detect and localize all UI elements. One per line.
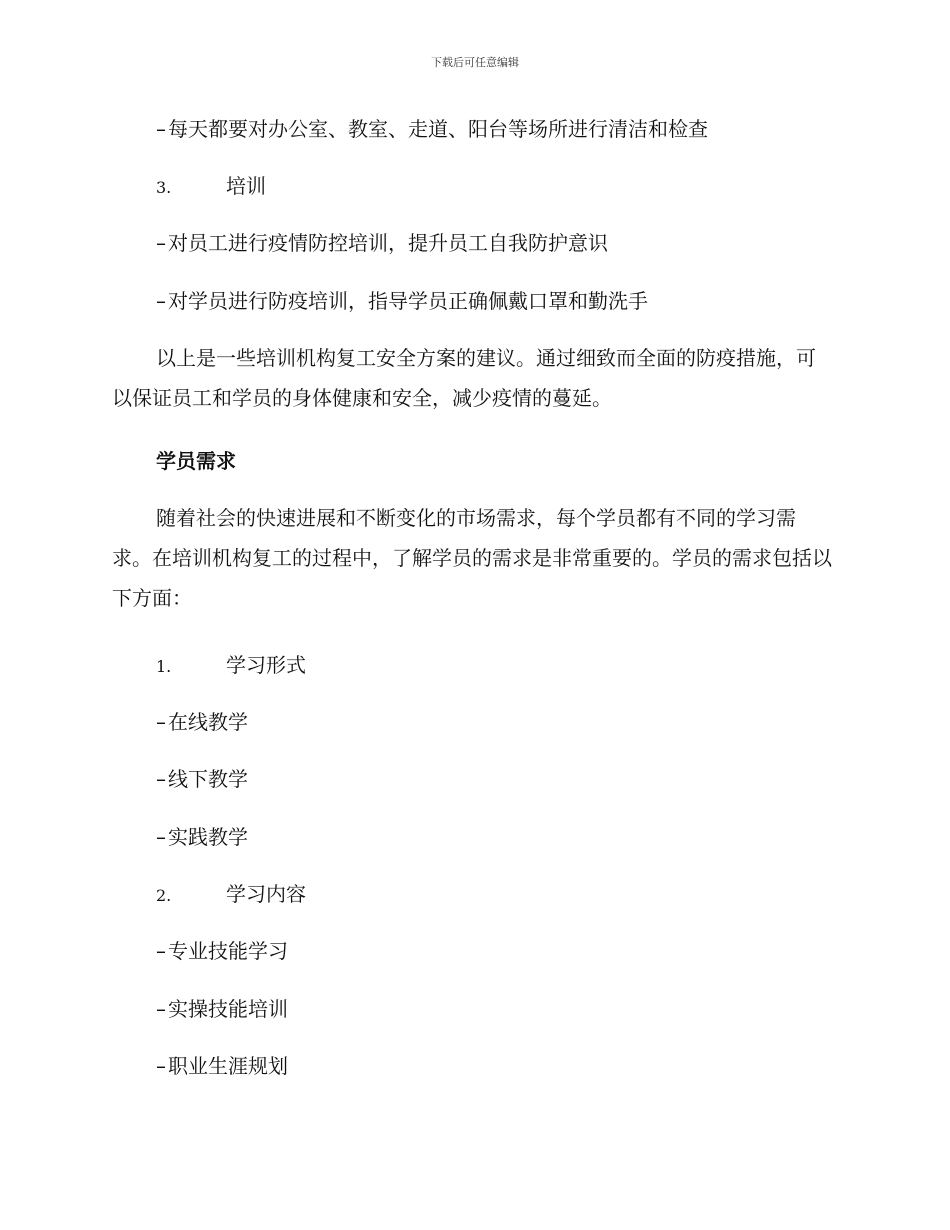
bullet-online [156,708,248,736]
bullet-student-training [156,287,648,315]
section-heading: 学员需求 [156,449,236,473]
bullet-practice [156,823,248,851]
bullet-professional-skills [156,937,288,965]
dash-marker: – [156,231,166,255]
numbered-item-training [156,172,266,202]
intro-paragraph: 随着社会的快速进展和不断变化的市场需求，每个学员都有不同的学习需求。在培训机构复工的过程中，了解学员的需求是非常重要的。学员的需求包括以下方面： [112,506,832,610]
dash-marker: – [156,767,166,791]
item-number: 1. [156,657,172,676]
item-title: 学习形式 [226,653,306,677]
bullet-hands-on-training [156,995,288,1023]
bullet-text: 每天都要对办公室、教室、走道、阳台等场所进行清洁和检查 [168,117,708,141]
bullet-text: 专业技能学习 [168,939,288,963]
bullet-cleaning [156,115,708,143]
numbered-item-learning-form [156,651,306,681]
item-number: 3. [156,178,172,197]
dash-marker: – [156,939,166,963]
dash-marker: – [156,825,166,849]
bullet-staff-training [156,229,608,257]
dash-marker: – [156,997,166,1021]
summary-paragraph: 以上是一些培训机构复工安全方案的建议。通过细致而全面的防疫措施，可以保证员工和学员的身体健康和安全，减少疫情的蔓延。 [112,346,816,410]
bullet-text: 实践教学 [168,825,248,849]
item-title: 学习内容 [226,882,306,906]
dash-marker: – [156,1054,166,1078]
numbered-item-learning-content [156,880,306,910]
page-header: 下载后可任意编辑 [431,56,519,69]
item-title: 培训 [226,174,266,198]
bullet-career-planning [156,1052,288,1080]
bullet-text: 在线教学 [168,710,248,734]
dash-marker: – [156,117,166,141]
item-number: 2. [156,886,172,905]
bullet-text: 线下教学 [168,767,248,791]
bullet-offline [156,765,248,793]
bullet-text: 对员工进行疫情防控培训，提升员工自我防护意识 [168,231,608,255]
dash-marker: – [156,289,166,313]
bullet-text: 对学员进行防疫培训，指导学员正确佩戴口罩和勤洗手 [168,289,648,313]
bullet-text: 实操技能培训 [168,997,288,1021]
dash-marker: – [156,710,166,734]
bullet-text: 职业生涯规划 [168,1054,288,1078]
